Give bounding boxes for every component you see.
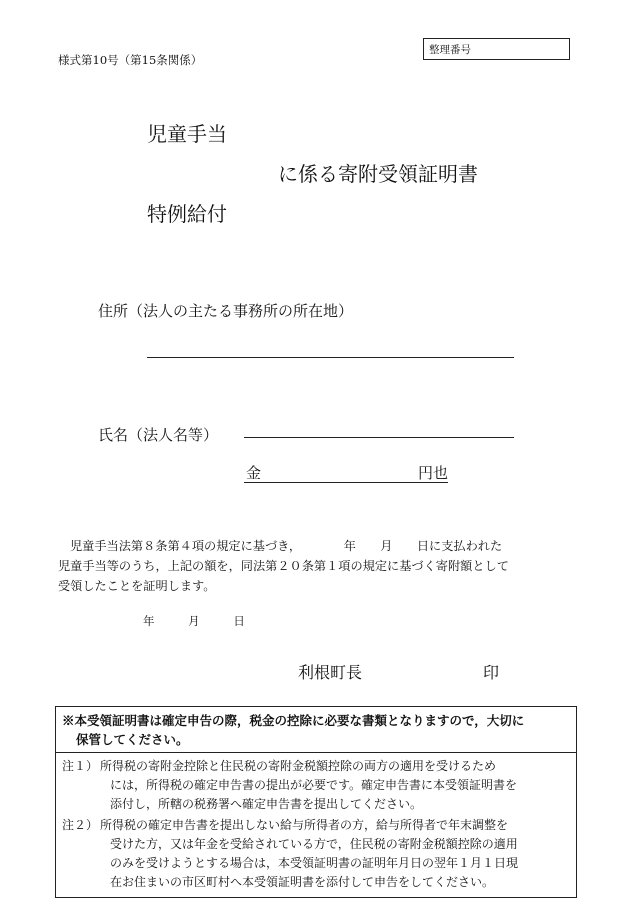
date-day: 日 bbox=[233, 614, 245, 628]
note-2-line: 在お住まいの市区町村へ本受領証明書を添付して申告をしてください。 bbox=[110, 875, 495, 889]
title-child-allowance: 児童手当 bbox=[147, 122, 227, 146]
note-2-label: 注２） bbox=[62, 818, 99, 832]
form-number: 様式第10号（第15条関係） bbox=[58, 53, 203, 67]
note-2-line: のみを受けようとする場合は，本受領証明書の証明年月日の翌年１月１日現 bbox=[110, 856, 519, 870]
note-2-line: 受けた方，又は年金を受給されている方で，住民税の寄附金税額控除の適用 bbox=[110, 837, 518, 851]
amount-field[interactable] bbox=[244, 462, 448, 483]
note-1-label: 注１） bbox=[62, 759, 99, 773]
note-1-line: には，所得税の確定申告書の提出が必要です。確定申告書に本受領証明書を bbox=[110, 778, 518, 792]
date-year: 年 bbox=[143, 614, 155, 628]
notice-box bbox=[55, 706, 577, 898]
seiri-number-label: 整理番号 bbox=[429, 44, 471, 56]
certification-line-3: 受領したことを証明します。 bbox=[58, 579, 216, 593]
address-label: 住所（法人の主たる事務所の所在地） bbox=[98, 302, 354, 320]
note-2-line: 所得税の確定申告書を提出しない給与所得者の方，給与所得者で年末調整を bbox=[100, 818, 509, 832]
title-main: に係る寄附受領証明書 bbox=[278, 162, 478, 186]
title-special-benefit: 特例給付 bbox=[147, 202, 227, 226]
mayor-title: 利根町長 bbox=[298, 663, 363, 682]
notice-header-line-2: 保管してください。 bbox=[76, 732, 189, 747]
certification-text bbox=[58, 536, 578, 596]
address-field-line[interactable] bbox=[147, 357, 514, 358]
note-2-text bbox=[100, 816, 518, 892]
amount-prefix: 金 bbox=[246, 464, 262, 482]
seal-mark: 印 bbox=[483, 663, 500, 682]
note-1-text bbox=[100, 757, 517, 814]
date-month: 月 bbox=[188, 614, 200, 628]
note-1-line: 所得税の寄附金控除と住民税の寄附金税額控除の両方の適用を受けるため bbox=[100, 759, 497, 773]
certification-line-2: 児童手当等のうち，上記の額を，同法第２０条第１項の規定に基づく寄附額として bbox=[58, 559, 509, 573]
certification-date bbox=[143, 613, 275, 629]
note-1-line: 添付し，所轄の税務署へ確定申告書を提出してください。 bbox=[110, 797, 423, 811]
name-label: 氏名（法人名等） bbox=[98, 426, 219, 444]
certification-line-1: 児童手当法第８条第４項の規定に基づき， 年 月 日に支払われた bbox=[70, 539, 503, 553]
seiri-number-box[interactable] bbox=[423, 38, 570, 60]
notice-header bbox=[56, 707, 576, 753]
notice-header-line-1: ※本受領証明書は確定申告の際，税金の控除に必要な書類となりますので，大切に bbox=[62, 713, 525, 728]
name-field-line[interactable] bbox=[244, 437, 514, 438]
amount-suffix: 円也 bbox=[417, 464, 448, 482]
